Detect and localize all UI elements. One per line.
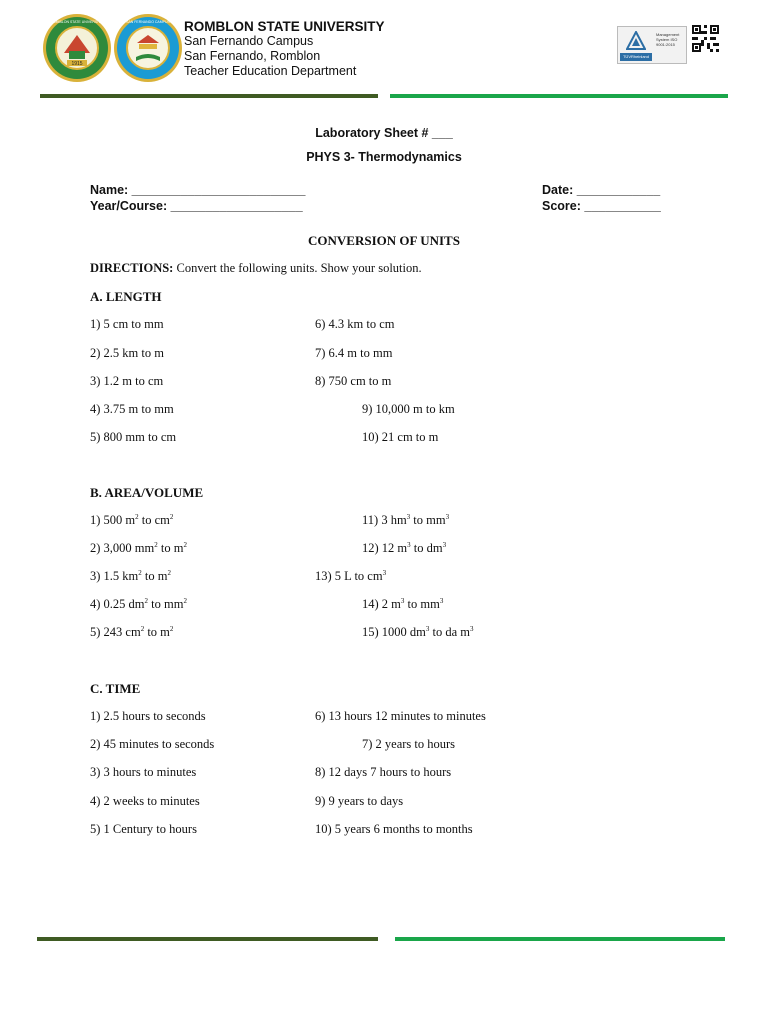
list-item: 3) 3 hours to minutes [90,765,197,779]
list-item: 12) 12 $m^3$ to $dm^3$ [362,541,447,555]
list-item: 8) 12 days 7 hours to hours [315,765,452,779]
seal-left-year: 1915 [71,61,83,67]
section-time-heading: C. TIME [90,681,141,696]
seal-right-text: SAN FERNANDO CAMPUS [126,20,170,24]
list-item: 6) 4.3 km to cm [315,317,395,331]
cert-text: Management System ISO 9001:2015 [656,32,680,47]
cert-label: TÜVRheinland [620,53,652,61]
department-name: Teacher Education Department [184,64,357,78]
list-item: 5) 800 mm to cm [90,430,177,444]
list-item: 14) 2 $m^3$ to $mm^3$ [362,597,444,611]
list-item: 7) 2 years to hours [362,737,456,751]
list-item: 10) 21 cm to m [362,430,439,444]
list-item: 4) 2 weeks to minutes [90,794,200,808]
list-item: 3) 1.2 m to cm [90,374,164,388]
list-item: 6) 13 hours 12 minutes to minutes [315,709,486,723]
section-length-heading: A. LENGTH [90,289,162,304]
list-item: 10) 5 years 6 months to months [315,822,473,836]
list-item: 3) 1.5 $km^2$ to $m^2$ [90,569,171,583]
year-course-field: Year/Course: ___________________ [90,199,303,213]
score-field: Score: ___________ [542,199,661,213]
university-header [184,19,385,79]
tuv-triangle-icon [626,31,646,51]
directions-label: DIRECTIONS: [90,261,174,275]
header-divider-bright [390,94,728,98]
list-item: 13) 5 L to $cm^3$ [315,569,387,583]
list-item: 15) 1000 $dm^3$ to da $m^3$ [362,625,474,639]
directions [90,261,422,276]
section-area-heading: B. AREA/VOLUME [90,485,204,500]
list-item: 7) 6.4 m to mm [315,346,393,360]
list-item: 11) 3 $hm^3$ to $mm^3$ [362,513,450,527]
list-item: 1) 500 $m^2$ to $cm^2$ [90,513,174,527]
footer-divider-bright [395,937,725,941]
footer-divider-dark [37,937,378,941]
list-item: 8) 750 cm to m [315,374,392,388]
directions-text: Convert the following units. Show your solution. [173,261,422,275]
header-divider-dark [40,94,378,98]
campus-seal-logo [113,13,183,83]
campus-location: San Fernando, Romblon [184,49,321,63]
list-item: 2) 45 minutes to seconds [90,737,215,751]
list-item: 2) 2.5 km to m [90,346,164,360]
university-name: ROMBLON STATE UNIVERSITY [184,19,385,34]
list-item: 2) 3,000 $mm^2$ to $m^2$ [90,541,187,555]
list-item: 1) 5 cm to mm [90,317,164,331]
university-seal-logo [42,13,112,83]
list-item: 4) 0.25 $dm^2$ to $mm^2$ [90,597,187,611]
course-title: PHYS 3- Thermodynamics [306,150,462,164]
date-field: Date: ____________ [542,183,661,197]
list-item: 9) 10,000 m to km [362,402,455,416]
list-item: 1) 2.5 hours to seconds [90,709,206,723]
seal-left-text: ROMBLON STATE UNIVERSITY [51,20,103,24]
list-item: 4) 3.75 m to mm [90,402,174,416]
lab-sheet-title: Laboratory Sheet # ___ [315,126,453,140]
list-item: 5) 243 $cm^2$ to $m^2$ [90,625,174,639]
list-item: 5) 1 Century to hours [90,822,197,836]
name-field: Name: _________________________ [90,183,306,197]
iso-certification-badge [617,26,687,64]
list-item: 9) 9 years to days [315,794,404,808]
conversion-heading: CONVERSION OF UNITS [308,233,460,248]
campus-name: San Fernando Campus [184,34,314,48]
qr-code-icon [692,25,719,52]
